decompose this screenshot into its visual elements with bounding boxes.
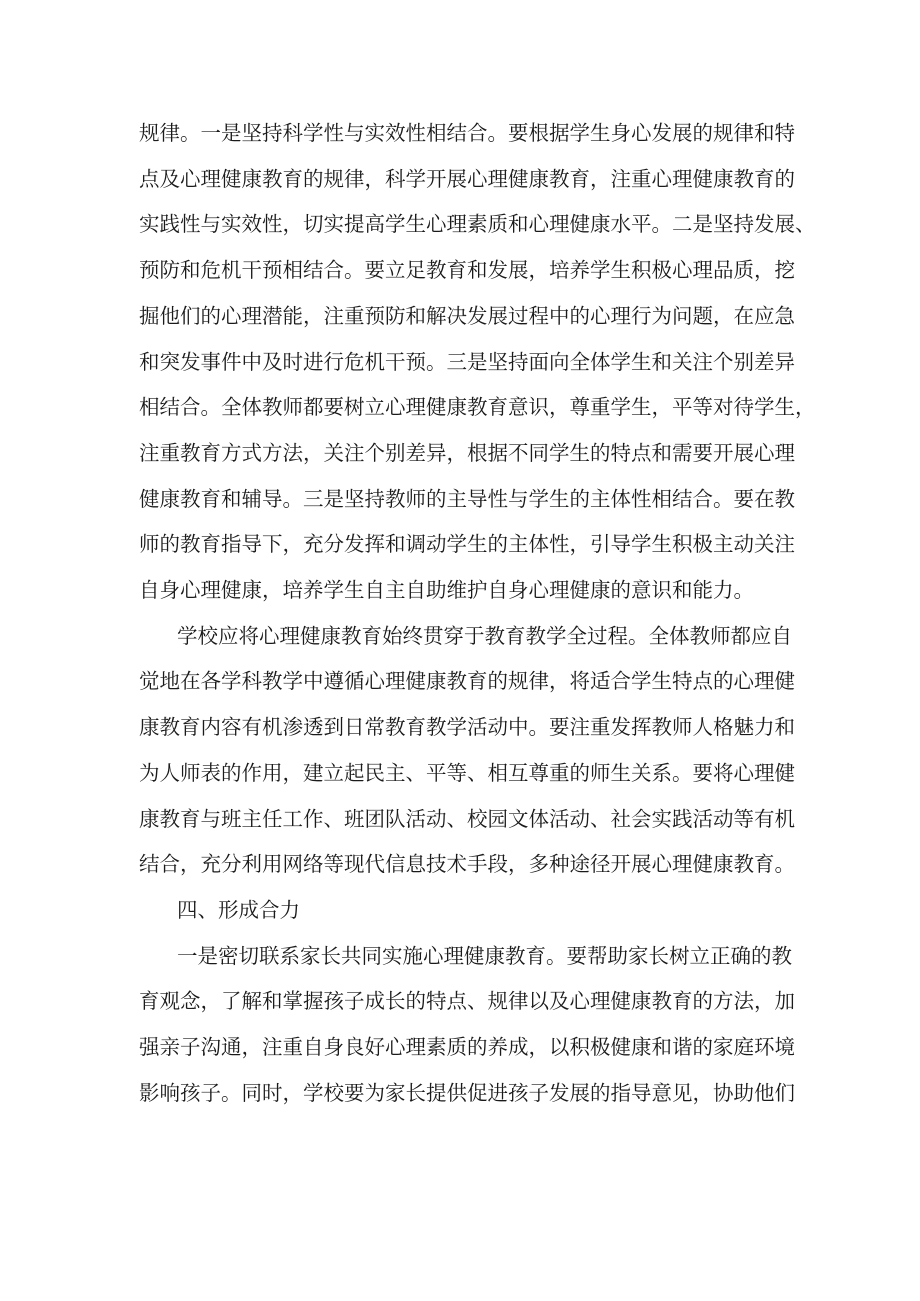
text-line: 觉地在各学科教学中遵循心理健康教育的规律，将适合学生特点的心理健 [139,669,795,694]
text-line: 育观念，了解和掌握孩子成长的特点、规律以及心理健康教育的方法，加 [139,989,795,1014]
text-line: 健康教育和辅导。三是坚持教师的主导性与学生的主体性相结合。要在教 [139,486,795,511]
text-line: 为人师表的作用，建立起民主、平等、相互尊重的师生关系。要将心理健 [139,760,795,785]
text-line: 师的教育指导下，充分发挥和调动学生的主体性，引导学生积极主动关注 [139,532,795,557]
text-line: 相结合。全体教师都要树立心理健康教育意识，尊重学生，平等对待学生， [139,395,816,420]
text-line: 点及心理健康教育的规律，科学开展心理健康教育，注重心理健康教育的 [139,166,795,191]
text-line: 注重教育方式方法，关注个别差异，根据不同学生的特点和需要开展心理 [139,440,795,465]
text-line: 自身心理健康，培养学生自主自助维护自身心理健康的意识和能力。 [139,578,754,602]
text-line: 康教育与班主任工作、班团队活动、校园文体活动、社会实践活动等有机 [139,806,795,831]
text-line: 结合，充分利用网络等现代信息技术手段，多种途径开展心理健康教育。 [139,852,795,877]
text-line: 一是密切联系家长共同实施心理健康教育。要帮助家长树立正确的教 [177,943,792,968]
text-line: 实践性与实效性，切实提高学生心理素质和心理健康水平。二是坚持发展、 [139,212,816,237]
text-line: 影响孩子。同时，学校要为家长提供促进孩子发展的指导意见，协助他们 [139,1080,795,1105]
text-line: 学校应将心理健康教育始终贯穿于教育教学全过程。全体教师都应自 [177,623,792,648]
text-line: 强亲子沟通，注重自身良好心理素质的养成，以积极健康和谐的家庭环境 [139,1035,795,1059]
text-line: 掘他们的心理潜能，注重预防和解决发展过程中的心理行为问题，在应急 [139,303,795,328]
text-line: 和突发事件中及时进行危机干预。三是坚持面向全体学生和关注个别差异 [139,349,795,374]
text-line: 规律。一是坚持科学性与实效性相结合。要根据学生身心发展的规律和特 [139,121,795,145]
text-line: 康教育内容有机渗透到日常教育教学活动中。要注重发挥教师人格魅力和 [139,715,795,740]
text-line: 预防和危机干预相结合。要立足教育和发展，培养学生积极心理品质，挖 [139,258,795,283]
text-line: 四、形成合力 [177,897,300,922]
